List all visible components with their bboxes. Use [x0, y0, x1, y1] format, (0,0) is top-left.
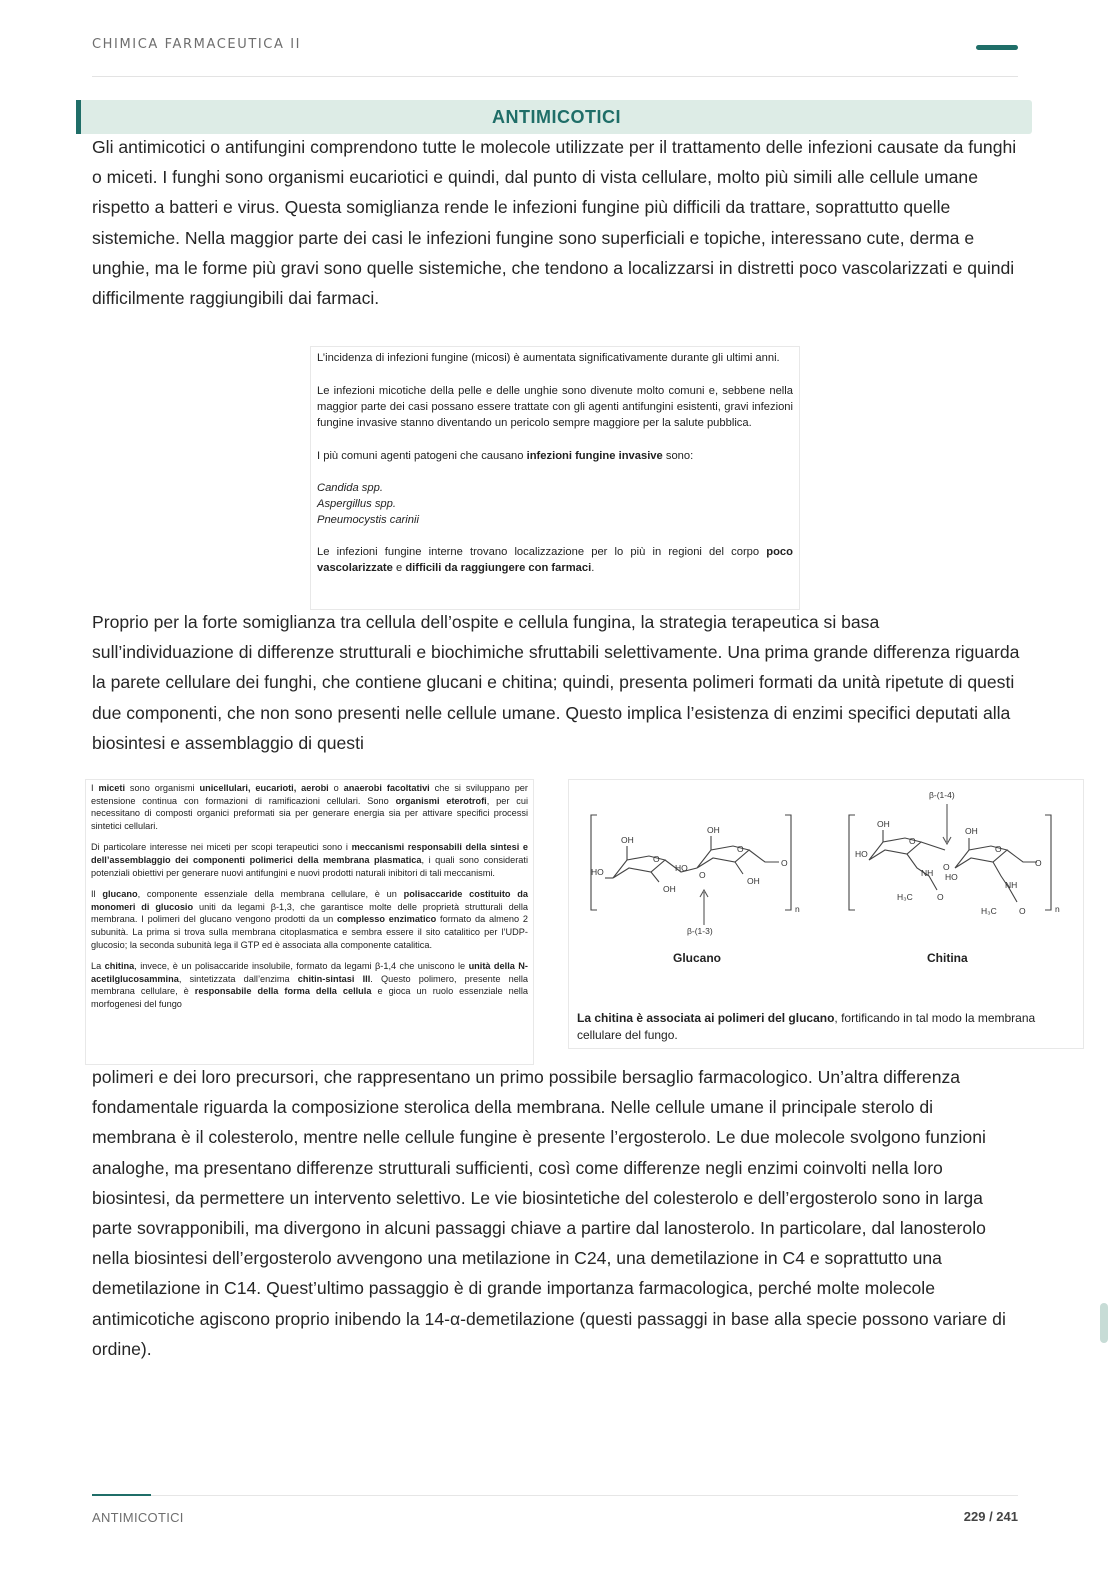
svg-text:HO: HO	[675, 863, 688, 873]
header-divider	[92, 76, 1018, 77]
pathogen-item: Aspergillus spp.	[317, 498, 396, 510]
svg-text:n: n	[1055, 904, 1060, 914]
incidence-box	[310, 346, 800, 610]
svg-text:O: O	[781, 858, 788, 868]
footer-divider	[151, 1495, 1018, 1496]
rich-text-segment: , componente essenziale della membrana cellulare, è un	[137, 889, 404, 900]
figure-caption: La chitina è associata ai polimeri del glucano, fortificando in tal modo la membrana cellulare del fungo.	[577, 1011, 1036, 1042]
svg-text:OH: OH	[621, 835, 634, 845]
svg-text:HO: HO	[591, 867, 604, 877]
rich-text-segment: che si sviluppano per estensione continua con formazioni di ramificazioni cellulari. Sono	[91, 783, 528, 806]
svg-text:O: O	[1019, 906, 1026, 916]
svg-text:O: O	[937, 892, 944, 902]
svg-text:O: O	[699, 870, 706, 880]
svg-text:OH: OH	[965, 826, 978, 836]
paragraph-intro: Gli antimicotici o antifungini comprendono tutte le molecole utilizzate per il trattamento delle infezioni causate da funghi o miceti. I funghi sono organismi eucariotici e quindi, dal punto di vista cellulare, molto più simili alle cellule umane rispetto a batteri e virus. Questa somiglianza rende le infezioni fungine più difficili da trattare, soprattutto quelle sistemiche. Nella maggior parte dei casi le infezioni fungine sono superficiali e topiche, interessano cute, derma e unghie, ma le forme più gravi sono quelle sistemiche, che tendono a localizzarsi in distretti poco vascolarizzati e quindi difficilmente raggiungibili dai farmaci.	[92, 137, 1017, 309]
svg-text:O: O	[909, 836, 916, 846]
svg-text:O: O	[653, 854, 660, 864]
paragraph-sterols: polimeri e dei loro precursori, che rappresentano un primo possibile bersaglio farmacologico. Un’altra differenza fondamentale riguarda la composizione sterolica della membrana. Nelle cellule umane il principale sterolo di membrana è il colesterolo, mentre nelle cellule fungine è presente l’ergosterolo. Le due molecole svolgono funzioni analoghe, ma presentano differenze strutturali sufficienti, così come differenze negli enzimi coinvolti nella loro biosintesi, da permettere un intervento selettivo. Le vie biosintetiche del colesterolo e dell’ergosterolo sono in larga parte sovrapponibili, ma divergono in alcuni passaggi chiave a partire dal lanosterolo. In particolare, dal lanosterolo nella biosintesi dell’ergosterolo avvengono una metilazione in C24, una demetilazione in C4 e soprattutto una demetilazione in C14. Quest’ultimo passaggio è di grande importanza farmacologica, perché molte molecole antimicotiche agiscono proprio inibendo la 14-α-demetilazione (questi passaggi in base alla specie possono variare di ordine).	[92, 1067, 1006, 1359]
svg-text:O: O	[995, 844, 1002, 854]
rich-text-segment: sono organismi	[125, 783, 200, 793]
scrollbar-thumb[interactable]	[1100, 1303, 1108, 1343]
localization-text: Le infezioni fungine interne trovano localizzazione per lo più in regioni del corpo poco vascolarizzate e difficili da raggiungere con farmaci.	[317, 546, 793, 574]
polymer-structures-figure	[568, 779, 1084, 1049]
rich-text-segment: formato da almeno 2 subunità. La prima si trova sulla membrana citoplasmatica e sembra essere il sito catalitico per l’UDP-glucosio; la seconda subunità lega il GTP ed è associata alla componente catalitica.	[91, 914, 529, 950]
rich-text-segment: , invece, è un polisaccaride insolubile, formato da legami β-1,4 che uniscono le	[134, 961, 469, 972]
svg-text:H₃C: H₃C	[897, 892, 913, 902]
header-accent-dash	[976, 45, 1018, 50]
rich-text-segment: meccanismi responsabili della sintesi e dell’assemblaggio dei componenti polimerici della membrana plasmatica	[91, 842, 528, 865]
svg-text:OH: OH	[707, 825, 720, 835]
rich-text-segment: Di particolare interesse nei miceti per scopi terapeutici sono i	[91, 842, 352, 853]
miceti-text	[86, 782, 533, 832]
svg-text:NH: NH	[921, 868, 934, 878]
svg-text:HO: HO	[855, 849, 868, 859]
rich-text-segment: , i quali sono considerati potenziali obiettivi per generare nuovi antifungini e nuovi prodotti naturali inibitori di tali meccanismi.	[91, 854, 528, 878]
svg-text:H₃C: H₃C	[981, 906, 997, 916]
rich-text-segment: miceti	[98, 783, 126, 793]
infections-text: Le infezioni micotiche della pelle e delle unghie sono divenute molto comuni e, sebbene nella maggior parte dei casi possano essere trattate con gli agenti antifungini esistenti, gravi infezioni fungine invasive stanno diventando un pericolo sempre maggiore per la salute pubblica.	[317, 385, 793, 429]
rich-text-segment: organismi eterotrofi	[395, 795, 487, 806]
chitina-text	[86, 960, 533, 1010]
svg-text:OH: OH	[747, 876, 760, 886]
rich-text-segment: , per cui necessitano di composti organici preformati sia per generare energia sia per attivare specifici processi sintetici cellulari.	[91, 795, 528, 831]
pathogens-intro: I più comuni agenti patogeni che causano infezioni fungine invasive sono:	[317, 450, 694, 462]
svg-text:O: O	[943, 862, 950, 872]
bond-label-chitina: β-(1-4)	[929, 790, 955, 800]
svg-text:OH: OH	[877, 819, 890, 829]
rich-text-segment: complesso enzimatico	[337, 914, 437, 925]
glucano-label: Glucano	[673, 951, 722, 965]
svg-text:n: n	[795, 904, 800, 914]
section-title: ANTIMICOTICI	[492, 107, 621, 127]
rich-text-segment: uniti da legami β-1,3, che garantisce molte delle proprietà strutturali della membrana. I polimeri del glucano vengono prodotti da un	[91, 901, 528, 925]
rich-text-segment: I	[91, 783, 99, 793]
page-number: 229 / 241	[963, 1509, 1018, 1524]
rich-text-segment: La	[91, 961, 105, 972]
rich-text-segment: chitina	[104, 961, 135, 972]
footer-section: ANTIMICOTICI	[92, 1510, 184, 1525]
rich-text-segment: anaerobi facoltativi	[343, 783, 430, 793]
pathogen-item: Candida spp.	[317, 482, 383, 494]
svg-text:OH: OH	[663, 884, 676, 894]
rich-text-segment: chitin-sintasi III	[297, 973, 371, 984]
rich-text-segment: . Questo polimero, presente nella membrana cellulare, è	[91, 973, 528, 997]
rich-text-segment: e gioca un ruolo essenziale nella morfogenesi del fungo	[91, 986, 528, 1009]
mechanisms-text	[86, 841, 533, 879]
rich-text-segment: Il	[91, 889, 103, 900]
rich-text-segment: glucano	[102, 889, 138, 900]
rich-text-segment: unicellulari, eucarioti, aerobi	[199, 783, 329, 793]
rich-text-segment: o	[328, 783, 344, 793]
svg-text:O: O	[737, 844, 744, 854]
footer-accent-line	[92, 1494, 151, 1496]
pathogen-item: Pneumocystis carinii	[317, 514, 419, 526]
svg-text:HO: HO	[945, 872, 958, 882]
miceti-box	[85, 779, 534, 1065]
svg-text:O: O	[1035, 858, 1042, 868]
structures-drawing	[569, 780, 1083, 995]
bond-label-glucano: β-(1-3)	[687, 926, 713, 936]
rich-text-segment: , sintetizzata dall’enzima	[178, 973, 298, 984]
rich-text-segment: responsabile della forma della cellula	[194, 986, 372, 997]
chitina-label: Chitina	[927, 951, 968, 965]
header-title: CHIMICA FARMACEUTICA II	[92, 37, 302, 52]
paragraph-strategy: Proprio per la forte somiglianza tra cellula dell’ospite e cellula fungina, la strategia terapeutica si basa sull’individuazione di differenze strutturali e biochimiche sfruttabili selettivamente. Una prima grande differenza riguarda la parete cellulare dei funghi, che contiene glucani e chitina; quindi, presenta polimeri formati da unità ripetute di questi due componenti, che non sono presenti nelle cellule umane. Questo implica l’esistenza di enzimi specifici deputati alla biosintesi e assemblaggio di questi	[92, 612, 1020, 753]
glucano-text	[86, 888, 533, 951]
incidence-text: L’incidenza di infezioni fungine (micosi) è aumentata significativamente durante gli ultimi anni.	[317, 352, 780, 364]
svg-text:NH: NH	[1005, 880, 1018, 890]
rich-text-segment: unità della N-acetilglucosammina	[91, 961, 528, 984]
rich-text-segment: polisaccaride costituito da monomeri di glucosio	[91, 889, 528, 912]
